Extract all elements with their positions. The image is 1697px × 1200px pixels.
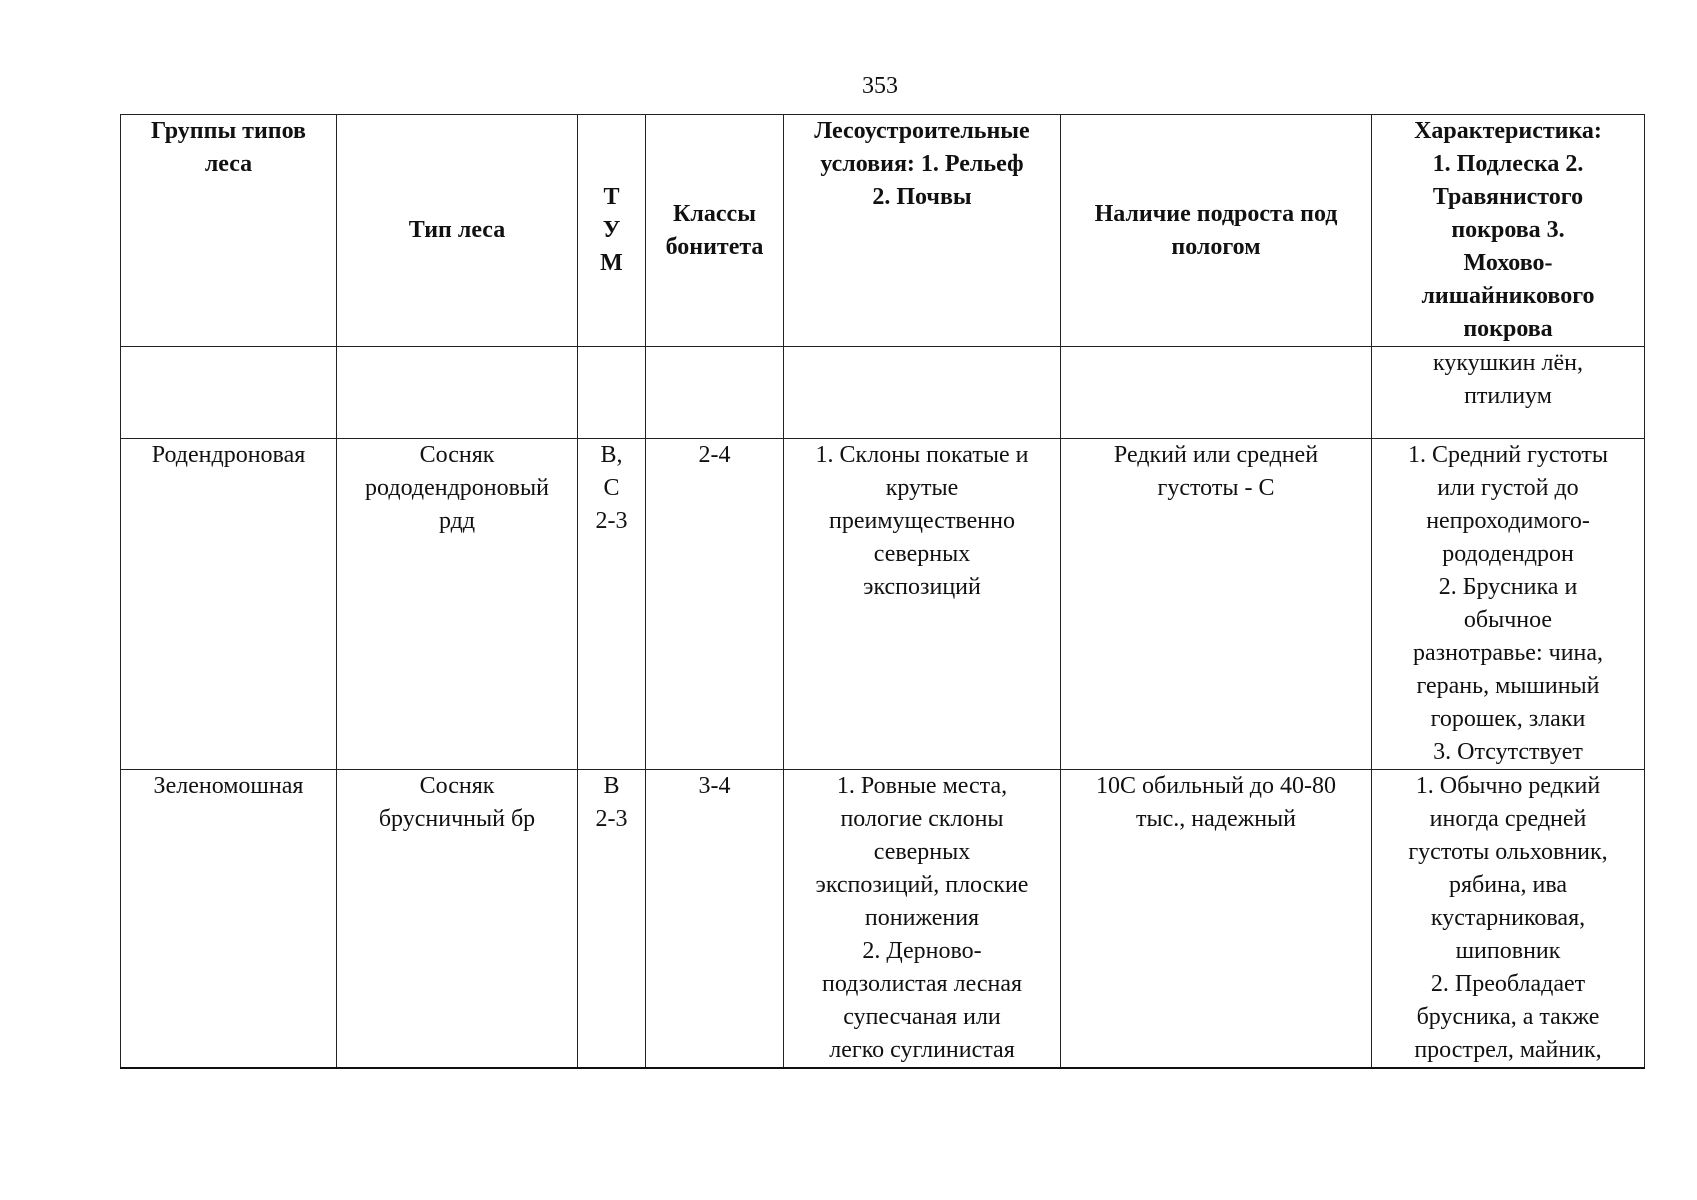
cell-conditions: 1. Ровные места, пологие склоны северных экспозиций, плоские понижения 2. Дерново- подзолистая лесная супесчаная или легко суглинистая <box>784 770 1061 1069</box>
forest-types-table <box>120 114 1645 1069</box>
cell-bonitet: 3-4 <box>646 770 784 1069</box>
table-row <box>121 770 1645 1069</box>
cell-tum: В, С 2-3 <box>578 439 646 770</box>
cell-undergrowth <box>1061 347 1372 439</box>
table-header-row <box>121 115 1645 347</box>
cell-tum <box>578 347 646 439</box>
header-undergrowth: Наличие подроста под пологом <box>1061 115 1372 347</box>
cell-bonitet: 2-4 <box>646 439 784 770</box>
header-bonitet-classes: Классы бонитета <box>646 115 784 347</box>
page-number: 353 <box>862 73 898 99</box>
header-forest-type-groups: Группы типов леса <box>121 115 337 347</box>
cell-type <box>337 347 578 439</box>
cell-undergrowth: Редкий или средней густоты - С <box>1061 439 1372 770</box>
header-characteristic: Характеристика: 1. Подлеска 2. Травянистого покрова 3. Мохово- лишайникового покрова <box>1372 115 1645 347</box>
cell-conditions: 1. Склоны покатые и крутые преимущественно северных экспозиций <box>784 439 1061 770</box>
cell-type: Сосняк брусничный бр <box>337 770 578 1069</box>
cell-tum: В 2-3 <box>578 770 646 1069</box>
cell-conditions <box>784 347 1061 439</box>
cell-characteristic: 1. Обычно редкий иногда средней густоты ольховник, рябина, ива кустарниковая, шиповник 2. Преобладает брусника, а также прострел, майник, <box>1372 770 1645 1069</box>
header-forest-type: Тип леса <box>337 115 578 347</box>
cell-group: Зеленомошная <box>121 770 337 1069</box>
cell-undergrowth: 10С обильный до 40-80 тыс., надежный <box>1061 770 1372 1069</box>
header-forest-conditions: Лесоустроительные условия: 1. Рельеф 2. Почвы <box>784 115 1061 347</box>
cell-characteristic: кукушкин лён, птилиум <box>1372 347 1645 439</box>
cell-group: Родендроновая <box>121 439 337 770</box>
cell-characteristic: 1. Средний густоты или густой до непроходимого- рододендрон 2. Брусника и обычное разнотравье: чина, герань, мышиный горошек, злаки 3. Отсутствует <box>1372 439 1645 770</box>
cell-bonitet <box>646 347 784 439</box>
header-tum: Т У М <box>578 115 646 347</box>
table-row <box>121 347 1645 439</box>
table-row <box>121 439 1645 770</box>
cell-group <box>121 347 337 439</box>
cell-type: Сосняк рододендроновый рдд <box>337 439 578 770</box>
